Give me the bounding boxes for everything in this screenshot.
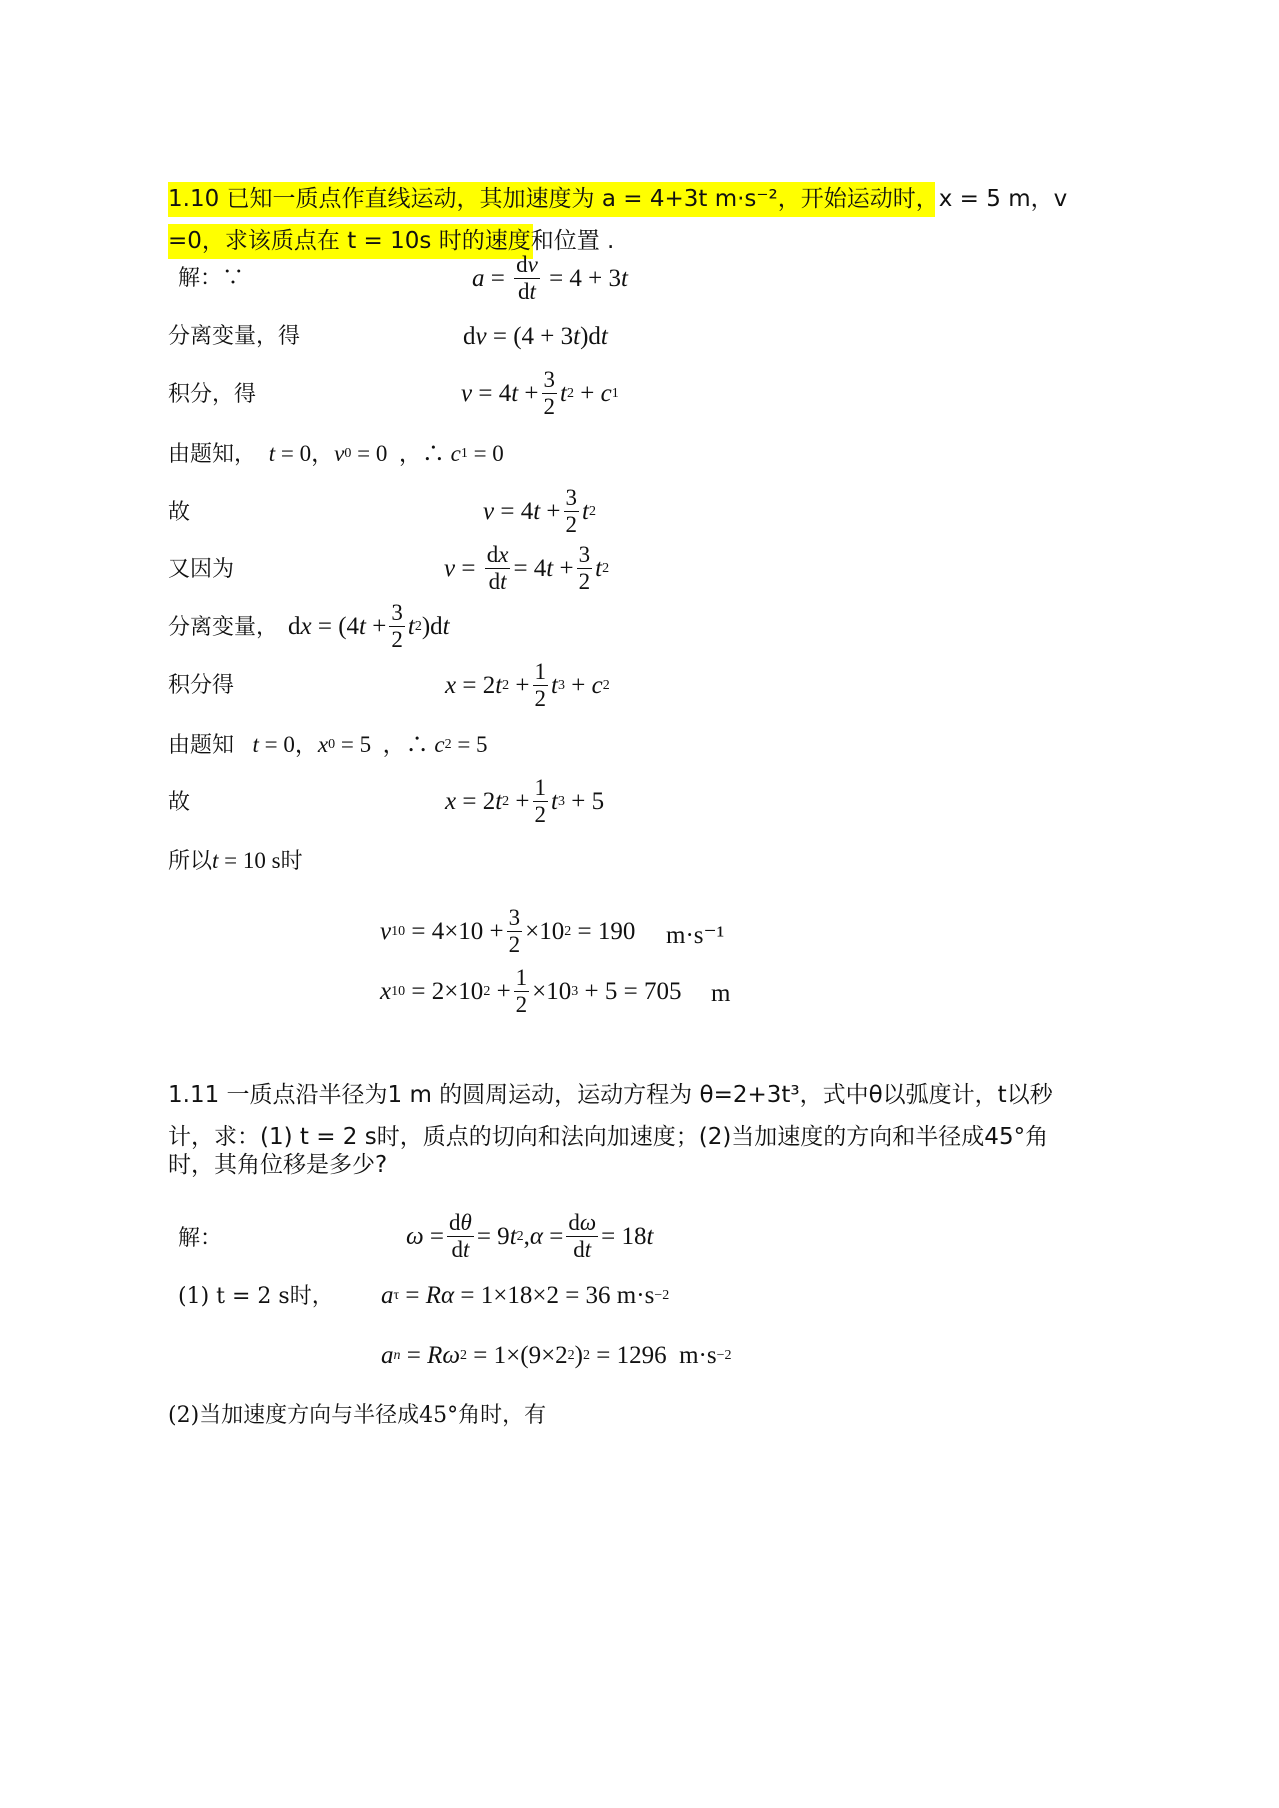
equation-v10: v 10 = 4×10 + $\frac{3}{2}$ ×10 2 = 190 <box>380 905 636 958</box>
solution-label: 解：∵ <box>178 266 245 291</box>
part-2-label: (2)当加速度方向与半径成45°角时，有 <box>168 1403 547 1428</box>
equation-acceleration: a = $\frac{dv}{dt}$ = 4 + 3 t <box>472 252 628 305</box>
problem-1-10-line-1 <box>168 182 1068 217</box>
step-separate-1: 分离变量，得 <box>168 324 301 349</box>
equation-a-tau: a τ = Rα = 1×18×2 = 36 m·s −2 <box>381 1282 670 1309</box>
equation-x-result: x = 2 t 2 + $\frac{1}{2}$ t 3 + 5 <box>445 775 605 828</box>
problem-1-10-text-2: =0，求该质点在 t = 10s 时的速度和位置 . <box>168 228 615 254</box>
step-also: 又因为 <box>168 557 235 582</box>
step-therefore-1: 故 <box>168 500 191 525</box>
step-given-1 <box>168 442 504 466</box>
problem-1-11-line-3: 时，其角位移是多少? <box>168 1152 388 1178</box>
step-so-text: 所以 <box>168 849 213 874</box>
equation-initial-x: t = 0， x 0 = 5 ，∴ c 2 = 5 <box>252 732 488 757</box>
equation-v-result: v = 4 t + $\frac{3}{2}$ t 2 <box>483 485 596 538</box>
step-therefore-2: 故 <box>168 790 191 815</box>
unit-v10: m·s⁻¹ <box>666 922 725 949</box>
equation-x-integral: x = 2 t 2 + $\frac{1}{2}$ t 3 + c 2 <box>445 659 610 712</box>
step-so <box>168 849 303 873</box>
equation-x10: x 10 = 2×10 2 + $\frac{1}{2}$ ×10 3 + 5 = 705 <box>380 965 682 1018</box>
equation-initial-v: t = 0， v 0 = 0 ，∴ c 1 = 0 <box>268 441 504 466</box>
equation-dv: d v = (4 + 3 t )d t <box>463 323 608 350</box>
problem-1-11-line-2: 计，求：(1) t = 2 s时，质点的切向和法向加速度；(2)当加速度的方向和半径成45°角 <box>168 1124 1049 1150</box>
equation-v-dxdt: v = $\frac{dx}{dt}$ = 4 t + $\frac{3}{2}$ t 2 <box>444 542 610 595</box>
equation-v-integral: v = 4 t + $\frac{3}{2}$ t 2 + c 1 <box>461 367 619 420</box>
step-given-1-text: 由题知， <box>168 442 257 467</box>
unit-x10: m <box>711 980 731 1007</box>
problem-1-11-line-1: 1.11 一质点沿半径为1 m 的圆周运动，运动方程为 θ=2+3t³，式中θ以弧度计，t以秒 <box>168 1082 1053 1108</box>
equation-omega-alpha: ω = $\frac{d\theta}{dt}$ = 9 t 2 , α = $\frac{d\omega}{dt}$ = 18 t <box>406 1210 654 1263</box>
part-1-label: (1) t = 2 s时， <box>178 1284 334 1309</box>
solution-label-2: 解： <box>178 1226 223 1251</box>
step-given-2-text: 由题知 <box>168 733 235 758</box>
step-integrate-2: 积分得 <box>168 673 235 698</box>
step-integrate-1: 积分，得 <box>168 382 257 407</box>
step-separate-2: 分离变量， <box>168 615 279 640</box>
equation-dx: d x = (4 t + $\frac{3}{2}$ t 2 )d t <box>288 600 450 653</box>
step-so-tail: 时 <box>280 849 303 874</box>
equation-t10: t = 10 s <box>212 848 281 873</box>
step-given-2 <box>168 733 488 757</box>
equation-a-n: a n = Rω 2 = 1×(9×2 2 ) 2 = 1296 m·s −2 <box>381 1342 732 1369</box>
problem-1-10-text-1: 1.10 已知一质点作直线运动，其加速度为 a = 4+3t m·s⁻²，开始运动时，x = 5 m，v <box>168 186 1068 212</box>
